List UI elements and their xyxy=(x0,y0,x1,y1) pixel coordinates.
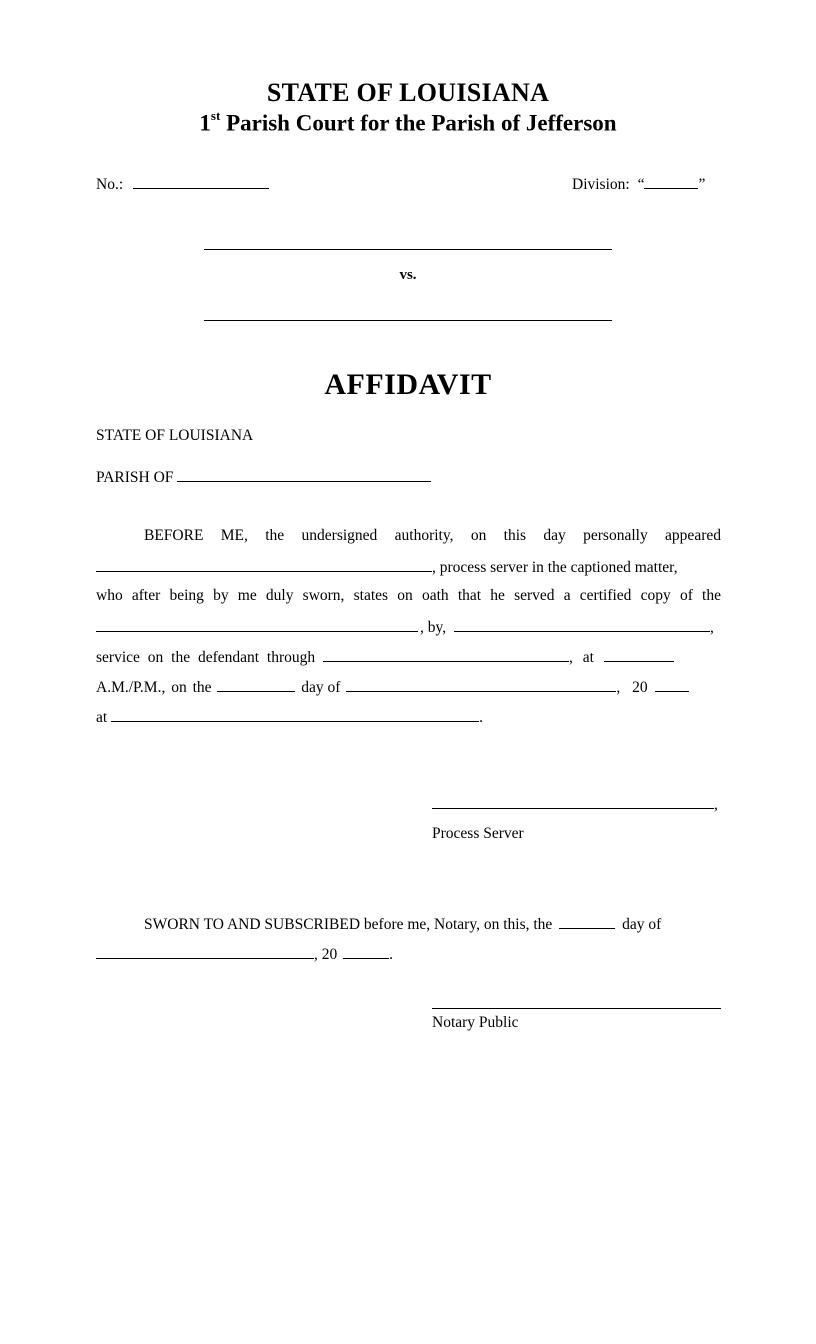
at-label: , at xyxy=(569,649,594,666)
court-state-title: STATE OF LOUISIANA xyxy=(266,78,550,107)
month-field[interactable] xyxy=(346,677,616,692)
court-name-title xyxy=(0,110,816,137)
service-through-label: service on the defendant through xyxy=(96,649,316,666)
line-4-end: , xyxy=(710,619,714,636)
court-name: Parish Court for the Parish of Jefferson xyxy=(226,110,617,136)
document-served-field[interactable] xyxy=(96,617,418,632)
parish-row xyxy=(96,467,431,487)
year-field[interactable] xyxy=(655,677,689,692)
jurat-month-field[interactable] xyxy=(96,944,314,959)
case-number-label: No.: xyxy=(96,176,124,193)
document-title: AFFIDAVIT xyxy=(324,368,492,401)
process-server-signature-row xyxy=(432,794,718,814)
paragraph-line-4 xyxy=(96,617,721,639)
parish-field[interactable] xyxy=(177,467,431,482)
process-server-signature-line[interactable] xyxy=(432,794,714,809)
paragraph-line-6 xyxy=(96,677,721,699)
division-label: Division: xyxy=(572,176,630,193)
division-open-quote: “ xyxy=(637,176,645,193)
served-by-field[interactable] xyxy=(454,617,710,632)
case-number-row xyxy=(96,174,269,194)
jurat-text: SWORN TO AND SUBSCRIBED before me, Notary, on this, the xyxy=(144,916,553,933)
parish-label: PARISH OF xyxy=(96,469,174,486)
jurat-end: . xyxy=(389,946,393,963)
jurat-day-of-label: day of xyxy=(622,916,662,933)
notary-signature-line[interactable] xyxy=(432,1008,721,1009)
line-7-end: . xyxy=(479,709,483,726)
service-through-field[interactable] xyxy=(323,647,569,662)
paragraph-line-5 xyxy=(96,647,721,669)
location-field[interactable] xyxy=(111,707,479,722)
paragraph-line-7 xyxy=(96,707,721,729)
day-field[interactable] xyxy=(217,677,295,692)
location-at-label: at xyxy=(96,709,108,726)
ampm-label: A.M./P.M., on the xyxy=(96,679,212,696)
by-label: , by, xyxy=(420,619,447,636)
time-field[interactable] xyxy=(604,647,674,662)
court-ordinal: 1 xyxy=(199,110,211,136)
venue-state: STATE OF LOUISIANA xyxy=(96,427,254,444)
jurat-line-1 xyxy=(144,914,721,936)
paragraph-line-3: who after being by me duly sworn, states on oath that he served a certified copy of the xyxy=(96,587,721,604)
division-close-quote: ” xyxy=(698,176,706,193)
court-ordinal-suffix: st xyxy=(210,108,221,123)
division-row xyxy=(572,174,705,194)
versus-label: vs. xyxy=(399,267,417,283)
paragraph-line-2-text: , process server in the captioned matter, xyxy=(432,559,678,576)
paragraph-line-1: BEFORE ME, the undersigned authority, on this day personally appeared xyxy=(144,527,721,544)
case-number-field[interactable] xyxy=(133,174,269,189)
affiant-name-field[interactable] xyxy=(96,557,432,572)
process-server-label: Process Server xyxy=(432,825,524,842)
day-of-label: day of xyxy=(301,679,341,696)
division-field[interactable] xyxy=(644,174,698,189)
jurat-day-field[interactable] xyxy=(559,914,615,929)
year-prefix-label: , 20 xyxy=(616,679,648,696)
plaintiff-line[interactable] xyxy=(204,249,612,250)
jurat-year-prefix: , 20 xyxy=(314,946,338,963)
notary-public-label: Notary Public xyxy=(432,1014,519,1031)
jurat-line-2 xyxy=(96,944,721,966)
signature-comma: , xyxy=(714,796,718,813)
jurat-year-field[interactable] xyxy=(343,944,389,959)
paragraph-line-2 xyxy=(96,557,721,579)
defendant-line[interactable] xyxy=(204,320,612,321)
